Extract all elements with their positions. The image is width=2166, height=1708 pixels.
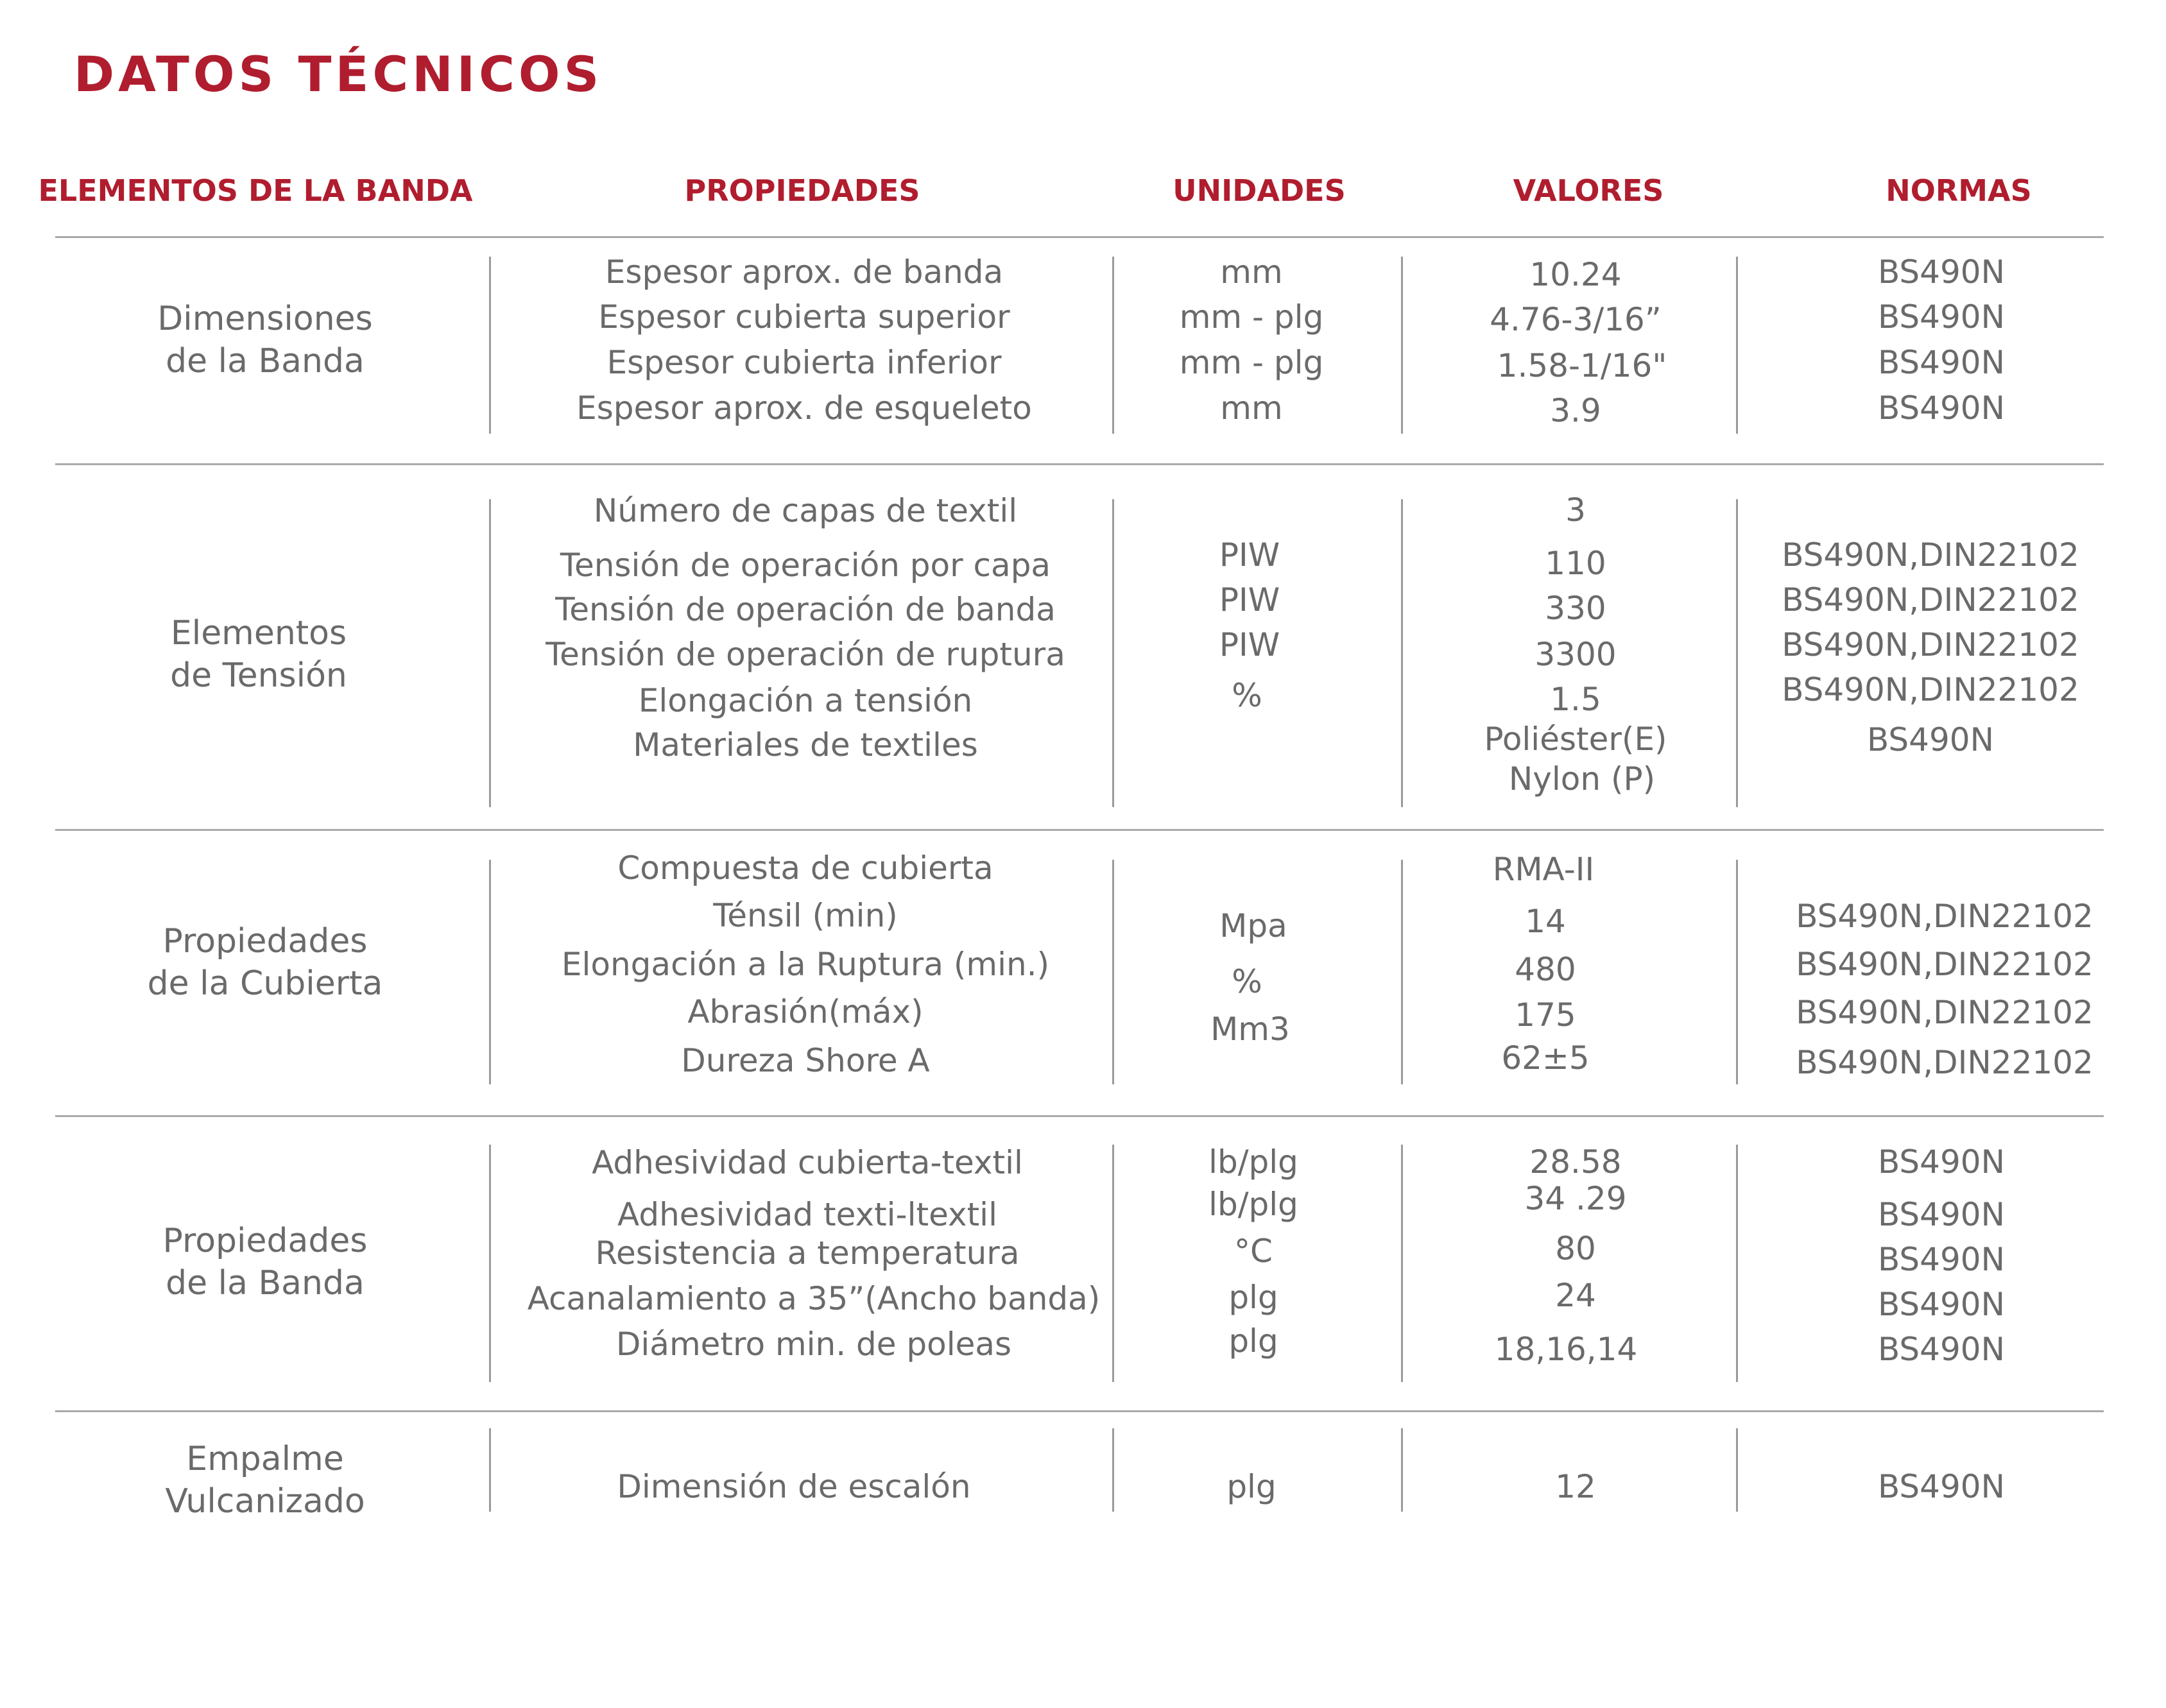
- column-divider: [1112, 860, 1114, 1084]
- column-divider: [1112, 1145, 1114, 1382]
- property-cell: Tensión de operación por capa: [560, 547, 1051, 584]
- value-cell: 4.76-3/16”: [1490, 301, 1662, 338]
- section-divider: [55, 1410, 2104, 1412]
- unit-cell: PIW: [1219, 536, 1280, 574]
- norm-cell: BS490N: [1878, 298, 2005, 336]
- header-elementos: ELEMENTOS DE LA BANDA: [38, 173, 473, 208]
- unit-cell: PIW: [1219, 581, 1280, 619]
- norm-cell: BS490N: [1878, 1241, 2005, 1278]
- property-cell: Acanalamiento a 35”(Ancho banda): [527, 1280, 1101, 1317]
- column-divider: [1401, 257, 1403, 434]
- unit-cell: Mpa: [1219, 907, 1287, 944]
- header-propiedades: PROPIEDADES: [684, 173, 920, 208]
- unit-cell: PIW: [1219, 626, 1280, 663]
- value-cell: 175: [1515, 996, 1576, 1034]
- norm-cell: BS490N: [1878, 344, 2005, 381]
- value-cell: 110: [1545, 545, 1606, 582]
- category-label: [148, 920, 383, 1005]
- section-divider: [55, 829, 2104, 831]
- property-cell: Resistencia a temperatura: [595, 1234, 1020, 1272]
- norm-cell: BS490N,DIN22102: [1796, 898, 2093, 935]
- column-divider: [1736, 499, 1738, 807]
- unit-cell: %: [1232, 963, 1262, 1000]
- unit-cell: plg: [1228, 1322, 1278, 1360]
- value-cell: 14: [1525, 903, 1566, 940]
- value-cell: Poliéster(E): [1484, 721, 1667, 758]
- category-label: [163, 1220, 368, 1304]
- norm-cell: BS490N,DIN22102: [1782, 536, 2079, 574]
- property-cell: Espesor cubierta inferior: [606, 344, 1002, 381]
- unit-cell: %: [1232, 677, 1262, 714]
- value-cell: 28.58: [1529, 1143, 1622, 1181]
- category-line: Vulcanizado: [165, 1482, 365, 1521]
- norm-cell: BS490N,DIN22102: [1782, 671, 2079, 708]
- unit-cell: plg: [1228, 1279, 1278, 1316]
- value-cell: 80: [1555, 1230, 1596, 1267]
- column-divider: [1112, 499, 1114, 807]
- column-divider: [1112, 1428, 1114, 1512]
- property-cell: Compuesta de cubierta: [617, 850, 993, 887]
- unit-cell: Mm3: [1210, 1011, 1290, 1048]
- norm-cell: BS490N: [1878, 389, 2005, 427]
- property-cell: Ténsil (min): [713, 897, 898, 934]
- norm-cell: BS490N,DIN22102: [1796, 994, 2093, 1031]
- property-cell: Número de capas de textil: [593, 492, 1018, 529]
- property-cell: Materiales de textiles: [633, 726, 978, 764]
- column-divider: [1736, 1145, 1738, 1382]
- property-cell: Espesor aprox. de esqueleto: [576, 389, 1032, 427]
- property-cell: Dimensión de escalón: [617, 1468, 971, 1505]
- category-line: de la Cubierta: [147, 964, 383, 1003]
- value-cell: RMA-II: [1492, 851, 1595, 888]
- value-cell: 1.5: [1550, 681, 1601, 718]
- category-label: [170, 612, 347, 697]
- header-normas: NORMAS: [1886, 173, 2032, 208]
- value-cell: 62±5: [1501, 1039, 1590, 1077]
- page-title: DATOS TÉCNICOS: [74, 46, 603, 103]
- value-cell: 34 .29: [1524, 1180, 1627, 1217]
- norm-cell: BS490N: [1878, 1468, 2005, 1505]
- category-line: Propiedades: [162, 1222, 368, 1260]
- value-cell: 480: [1515, 951, 1576, 988]
- norm-cell: BS490N,DIN22102: [1782, 626, 2079, 663]
- column-divider: [489, 860, 491, 1084]
- value-cell: 12: [1555, 1468, 1596, 1505]
- unit-cell: mm: [1220, 389, 1283, 427]
- unit-cell: lb/plg: [1208, 1143, 1298, 1181]
- category-line: Dimensiones: [157, 300, 373, 338]
- category-line: Elementos: [170, 614, 347, 653]
- property-cell: Adhesividad cubierta-textil: [592, 1144, 1023, 1181]
- unit-cell: °C: [1234, 1233, 1273, 1270]
- column-divider: [1401, 860, 1403, 1084]
- value-cell: 330: [1545, 590, 1606, 627]
- norm-cell: BS490N,DIN22102: [1796, 946, 2093, 983]
- property-cell: Tensión de operación de ruptura: [546, 636, 1065, 673]
- property-cell: Adhesividad texti-ltextil: [617, 1196, 997, 1233]
- value-cell: 18,16,14: [1494, 1331, 1638, 1368]
- section-divider: [55, 1115, 2104, 1117]
- value-cell: 3.9: [1550, 392, 1601, 429]
- value-cell: 3: [1565, 491, 1586, 529]
- property-cell: Elongación a la Ruptura (min.): [561, 946, 1050, 983]
- column-divider: [489, 499, 491, 807]
- value-cell: 24: [1555, 1277, 1596, 1314]
- property-cell: Espesor aprox. de banda: [605, 253, 1004, 291]
- unit-cell: mm - plg: [1179, 298, 1324, 336]
- unit-cell: lb/plg: [1208, 1186, 1298, 1223]
- column-divider: [1112, 257, 1114, 434]
- category-line: de la Banda: [166, 1264, 365, 1302]
- property-cell: Espesor cubierta superior: [598, 298, 1010, 336]
- property-cell: Dureza Shore A: [681, 1042, 930, 1079]
- unit-cell: mm - plg: [1179, 344, 1324, 381]
- norm-cell: BS490N: [1878, 1143, 2005, 1181]
- norm-cell: BS490N: [1867, 721, 1994, 758]
- norm-cell: BS490N: [1878, 253, 2005, 291]
- header-unidades: UNIDADES: [1173, 173, 1346, 208]
- column-divider: [1401, 499, 1403, 807]
- category-label: [165, 1438, 365, 1523]
- header-valores: VALORES: [1513, 173, 1664, 208]
- unit-cell: plg: [1226, 1468, 1276, 1505]
- section-divider: [55, 463, 2104, 465]
- column-divider: [489, 257, 491, 434]
- column-divider: [1401, 1428, 1403, 1512]
- header-divider: [55, 236, 2104, 238]
- norm-cell: BS490N: [1878, 1286, 2005, 1323]
- value-cell: 3300: [1534, 636, 1617, 673]
- category-line: de la Banda: [166, 342, 365, 380]
- column-divider: [1736, 860, 1738, 1084]
- category-line: de Tensión: [170, 656, 347, 695]
- category-line: Empalme: [186, 1440, 344, 1478]
- value-cell: Nylon (P): [1508, 760, 1656, 798]
- column-divider: [1401, 1145, 1403, 1382]
- property-cell: Elongación a tensión: [638, 682, 973, 719]
- column-divider: [1736, 257, 1738, 434]
- norm-cell: BS490N,DIN22102: [1782, 581, 2079, 619]
- value-cell: 1.58-1/16": [1497, 347, 1667, 384]
- unit-cell: mm: [1220, 253, 1283, 291]
- value-cell: 10.24: [1529, 256, 1622, 293]
- norm-cell: BS490N: [1878, 1196, 2005, 1233]
- column-divider: [489, 1428, 491, 1512]
- category-line: Propiedades: [162, 922, 368, 961]
- property-cell: Diámetro min. de poleas: [615, 1326, 1012, 1363]
- property-cell: Abrasión(máx): [687, 993, 924, 1030]
- column-divider: [1736, 1428, 1738, 1512]
- norm-cell: BS490N,DIN22102: [1796, 1044, 2093, 1081]
- norm-cell: BS490N: [1878, 1331, 2005, 1368]
- property-cell: Tensión de operación de banda: [555, 591, 1056, 628]
- column-divider: [489, 1145, 491, 1382]
- category-label: [157, 298, 373, 382]
